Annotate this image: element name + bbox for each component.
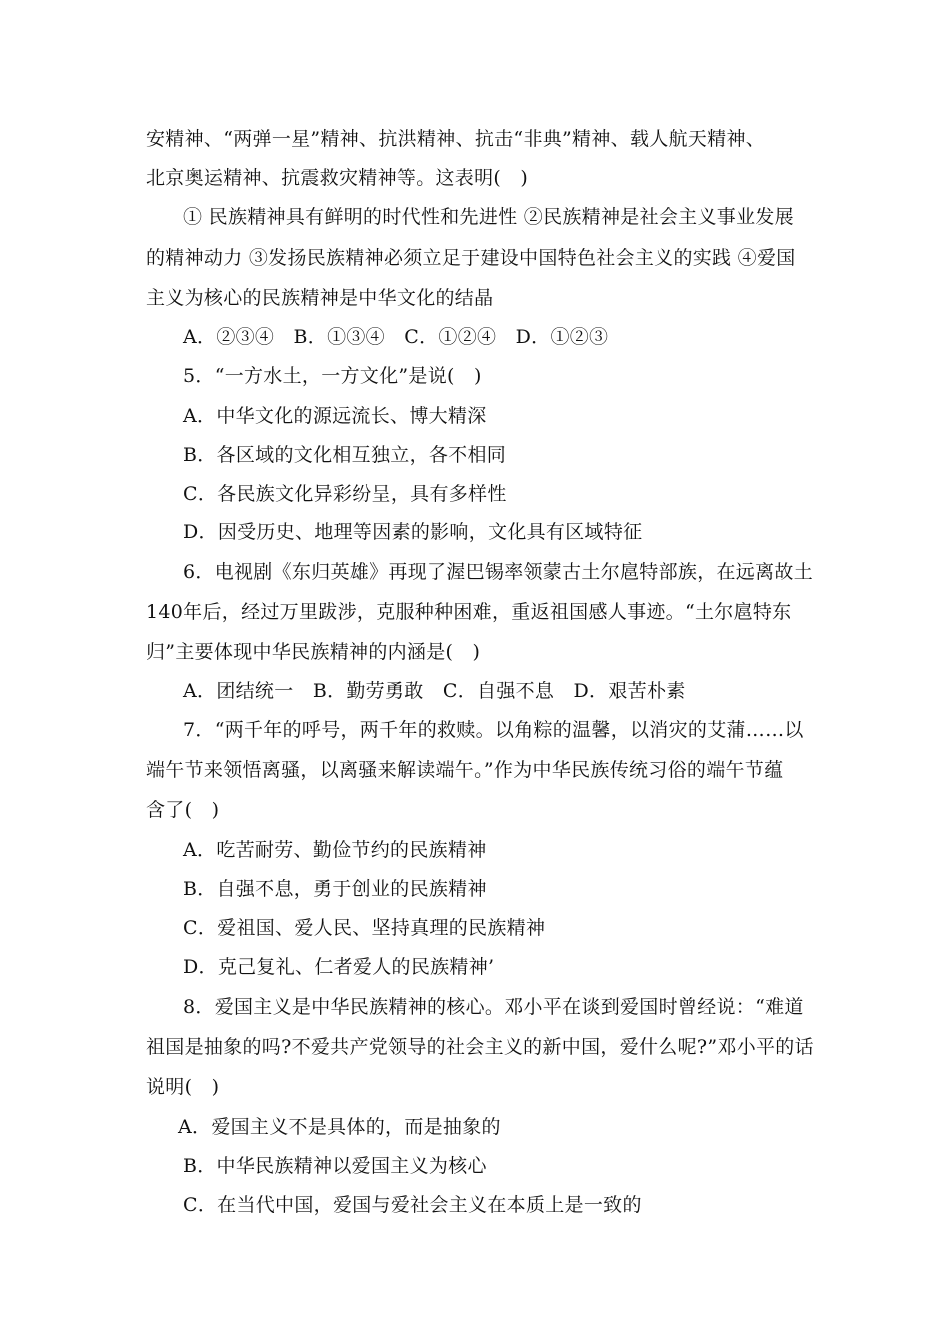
option-c: C．爱祖国、爱人民、坚持真理的民族精神	[183, 917, 546, 939]
option-b: B．中华民族精神以爱国主义为核心	[183, 1155, 487, 1177]
question-7: 7．“两千年的呼号，两千年的救赎。以角粽的温馨，以消灾的艾蒲……以	[183, 719, 804, 741]
text-line: 北京奥运精神、抗震救灾精神等。这表明( )	[146, 167, 529, 189]
text-line: 含了( )	[146, 799, 220, 821]
option-c: C．在当代中国，爱国与爱社会主义在本质上是一致的	[183, 1194, 642, 1216]
text-line: 端午节来领悟离骚，以离骚来解读端午。”作为中华民族传统习俗的端午节蕴	[146, 759, 784, 781]
option-c: C．各民族文化异彩纷呈，具有多样性	[183, 483, 507, 505]
question-5: 5．“一方水土，一方文化”是说( )	[183, 365, 482, 387]
option-d: D．克己复礼、仁者爱人的民族精神’	[183, 956, 495, 978]
text-line: 祖国是抽象的吗?不爱共产党领导的社会主义的新中国，爱什么呢?”邓小平的话	[146, 1036, 814, 1058]
answer-options: A．团结统一 B．勤劳勇敢 C．自强不息 D．艰苦朴素	[183, 680, 686, 702]
option-a: A．爱国主义不是具体的，而是抽象的	[178, 1116, 501, 1138]
question-8: 8．爱国主义是中华民族精神的核心。邓小平在谈到爱国时曾经说：“难道	[183, 996, 804, 1018]
text-line: 说明( )	[146, 1076, 220, 1098]
option-a: A．吃苦耐劳、勤俭节约的民族精神	[183, 839, 487, 861]
text-line: 140年后，经过万里跋涉，克服种种困难，重返祖国感人事迹。“土尔扈特东	[146, 601, 792, 623]
text-line: 主义为核心的民族精神是中华文化的结晶	[146, 287, 494, 309]
option-a: A．中华文化的源远流长、博大精深	[183, 405, 487, 427]
text-line: 的精神动力 ③发扬民族精神必须立足于建设中国特色社会主义的实践 ④爱国	[146, 247, 796, 269]
option-b: B．自强不息，勇于创业的民族精神	[183, 878, 487, 900]
option-b: B．各区域的文化相互独立，各不相同	[183, 444, 507, 466]
text-line: 归”主要体现中华民族精神的内涵是( )	[146, 641, 481, 663]
text-line: ① 民族精神具有鲜明的时代性和先进性 ②民族精神是社会主义事业发展	[183, 206, 794, 228]
text-line: 安精神、“两弹一星”精神、抗洪精神、抗击“非典”精神、载人航天精神、	[146, 128, 766, 150]
question-6: 6．电视剧《东归英雄》再现了渥巴锡率领蒙古土尔扈特部族，在远离故土	[183, 561, 813, 583]
answer-options: A．②③④ B．①③④ C．①②④ D．①②③	[183, 326, 609, 348]
option-d: D．因受历史、地理等因素的影响，文化具有区域特征	[183, 521, 643, 543]
